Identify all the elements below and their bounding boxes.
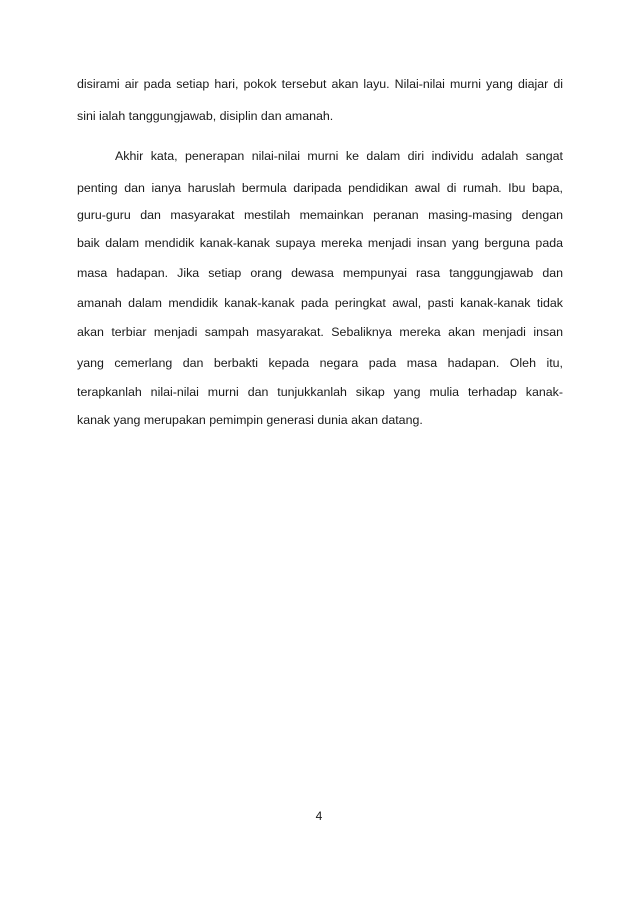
paragraph-2-line-3: guru-guru dan masyarakat mestilah memainkan peranan masing-masing dengan <box>77 208 563 222</box>
paragraph-2-line-2: penting dan ianya haruslah bermula daripada pendidikan awal di rumah. Ibu bapa, <box>77 181 563 195</box>
paragraph-1-line-1: disirami air pada setiap hari, pokok tersebut akan layu. Nilai-nilai murni yang diajar di <box>77 77 563 91</box>
paragraph-1-line-2: sini ialah tanggungjawab, disiplin dan amanah. <box>77 109 334 123</box>
paragraph-2-line-5: masa hadapan. Jika setiap orang dewasa mempunyai rasa tanggungjawab dan <box>77 266 563 280</box>
paragraph-2-line-9: terapkanlah nilai-nilai murni dan tunjukkanlah sikap yang mulia terhadap kanak- <box>77 385 563 399</box>
paragraph-2-line-4: baik dalam mendidik kanak-kanak supaya mereka menjadi insan yang berguna pada <box>77 236 563 250</box>
paragraph-2-line-10: kanak yang merupakan pemimpin generasi dunia akan datang. <box>77 413 423 427</box>
paragraph-2-line-1: Akhir kata, penerapan nilai-nilai murni ke dalam diri individu adalah sangat <box>115 149 563 163</box>
paragraph-2-line-8: yang cemerlang dan berbakti kepada negara pada masa hadapan. Oleh itu, <box>77 356 563 370</box>
paragraph-2-line-7: akan terbiar menjadi sampah masyarakat. Sebaliknya mereka akan menjadi insan <box>77 325 563 339</box>
page-number: 4 <box>315 809 323 823</box>
paragraph-2-line-6: amanah dalam mendidik kanak-kanak pada peringkat awal, pasti kanak-kanak tidak <box>77 296 563 310</box>
